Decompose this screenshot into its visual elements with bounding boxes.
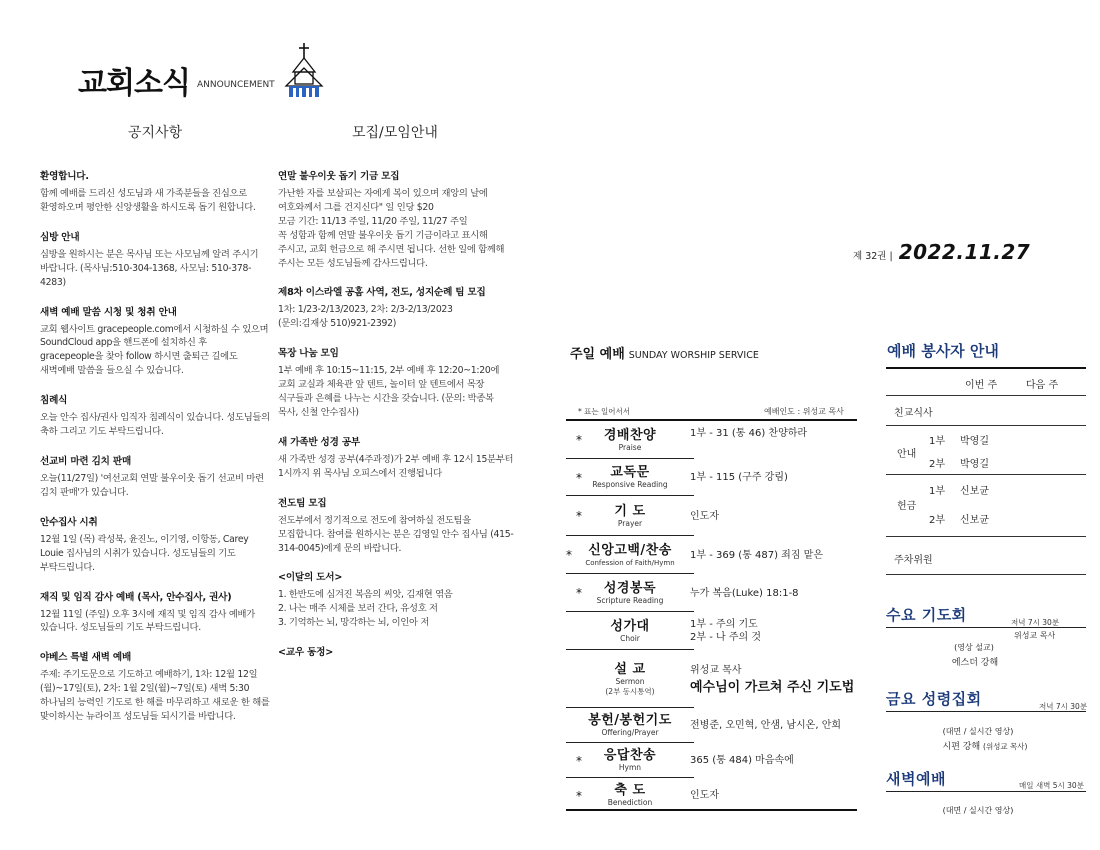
order-row-scripture [566,574,857,612]
notice-title: 침례식 [40,395,68,407]
worship-title [570,343,759,362]
notice-body: 교회 웹사이트 gracepeople.com에서 시청하실 수 있으며 SoundCloud app을 핸드폰에 설치하신 후 gracepeople을 찾아 follow 하시면 출퇴근 길에도 새벽예배 말씀을 들으실 수 있습니다. [40,323,269,377]
recruit-body: 새 가족반 성경 공부(4주과정)가 2부 예배 후 12시 15분부터 1시까지 위 목사님 오피스에서 진행됩니다 [278,453,514,479]
order-label-en: Confession of Faith/Hymn [585,558,675,567]
recruit-title: <이달의 도서> [278,572,343,584]
recruit-title: 연말 불우이웃 돕기 기금 모집 [278,171,400,182]
fellowship-label: 친교식사 [894,408,933,419]
recruit-title: 제8차 이스라엘 공홈 사역, 전도, 성지순례 팀 모집 [278,287,486,299]
order-label: 신앙고백/찬송 [588,542,672,558]
wednesday-title: 수요 기도회 [886,606,967,624]
notice-title: 야베스 특별 새벽 예배 [40,652,132,664]
page-title: 교회소식 [78,66,190,101]
issue-volume: 제 32권 | [853,251,893,262]
notice-title: 새벽 예배 말씀 시청 및 청취 안내 [40,306,177,318]
wednesday-format: (영상 설교) [954,643,994,652]
recruit-body: 전도부에서 정기적으로 전도에 참여하실 전도팀을 모집합니다. 참여를 원하시는 분은 김영일 안수 집사님 (415-314-0045)에게 문의 바랍니다. [278,514,514,554]
order-label: 기 도 [614,503,646,519]
notice-body: 주제: 주기도문으로 기도하고 예배하기, 1차: 12월 12일(월)~17일(토), 2차: 1월 2일(월)~7일(토) 새벽 5:30 하나님의 능력인 기도로 한 해를 마무리하고 새로운 한 해를 맞이하시는 뉴라이프 성도님들 되시기를 바랍니다. [40,669,270,723]
order-row-hymn [566,743,857,778]
recruit-item [278,569,514,630]
standing-mark: * [576,753,582,768]
order-bottom-rule [566,809,857,811]
friday-topic-title: 시편 강해 [942,742,981,752]
part1-label: 1부 [929,436,946,447]
order-content: 1부 - 369 (통 487) 죄짐 맡은 [690,549,823,561]
order-label: 성가대 [610,618,650,634]
sermon-title: 예수님이 가르쳐 주신 기도법 [690,680,855,695]
recruit-title: <교우 동정> [278,647,334,659]
order-content: 1부 - 115 (구주 강림) [690,472,788,483]
recruit-item [278,284,514,331]
usher-part1-name: 박영길 [960,436,989,447]
notice-item [40,589,272,636]
recruit-item [278,434,514,481]
recruit-item [278,168,514,270]
order-content-line: 1부 - 주의 기도 [690,619,758,630]
issue-date: 2022.11.27 [898,240,1031,264]
this-week-label: 이번 주 [965,380,998,391]
part2-label: 2부 [929,515,946,526]
worship-title-ko: 주일 예배 [570,347,625,362]
wednesday-leader: 위성교 목사 [1014,631,1056,640]
order-label-en: Sermon [615,676,645,686]
friday-format: (대면 / 실시간 영상) [942,727,1014,736]
recruit-item [278,345,514,420]
preacher-name: 위성교 목사 [690,665,742,676]
friday-rule [886,711,1086,712]
notice-body: 함께 예배를 드리신 성도님과 새 가족분들을 진심으로 환영하오며 평안한 신앙생활을 하시도록 돕기 원합니다. [40,188,256,213]
order-label: 봉헌/봉헌기도 [588,713,672,728]
standing-mark: * [566,548,572,562]
friday-title: 금요 성령집회 [886,690,982,708]
standing-note: * 표는 일어서서 [578,407,630,416]
recruitment-heading: 모집/모임안내 [352,125,438,141]
recruit-item [278,644,514,658]
recruit-item [278,495,514,556]
order-row-benediction [566,778,857,813]
order-row-choir [566,612,857,650]
order-content: 1부 - 31 (통 46) 찬양하라 [690,428,808,439]
offering-label: 헌금 [897,501,917,512]
wednesday-rule [886,627,1086,628]
offering-part2-name: 신보균 [960,515,989,526]
next-week-label: 다음 주 [1026,380,1059,391]
notice-title: 선교비 마련 김치 판매 [40,455,132,467]
order-row-praise [566,421,857,459]
notice-title: 환영합니다. [40,171,89,182]
standing-mark: * [576,586,582,600]
order-content: 인도자 [690,790,719,801]
order-label-en: Choir [620,633,640,643]
notice-item [40,392,272,439]
dawn-format: (대면 / 실시간 영상) [942,806,1014,815]
part2-label: 2부 [929,459,946,470]
dawn-rule [886,791,1086,792]
standing-mark: * [576,788,582,803]
interpretation-note: (2부 동시통역) [605,686,655,696]
order-label: 경배찬양 [603,427,657,443]
parking-label: 주차위원 [894,555,933,566]
order-row-sermon [566,650,857,708]
notice-item [40,229,272,290]
page-subtitle: ANNOUNCEMENT [197,80,275,90]
servants-title: 예배 봉사자 안내 [887,342,999,360]
order-label-en: Praise [618,442,642,452]
standing-mark: * [576,470,582,485]
order-label-en: Responsive Reading [592,480,668,489]
standing-mark: * [576,509,582,523]
order-label: 성경봉독 [603,580,657,596]
notice-title: 심방 안내 [40,231,80,243]
wednesday-topic: 에스더 강해 [951,658,999,668]
friday-topic-leader: (위성교 목사) [983,742,1028,751]
servants-rule [886,474,1086,475]
servants-rule [886,536,1086,537]
notices-column [40,168,272,738]
notice-body: 12월 1일 (목) 곽성북, 윤진노, 이기영, 이항동, Carey Louie 집사님의 시취가 있습니다. 성도님들의 기도 부탁드립니다. [40,533,249,573]
order-content: 365 (통 484) 마음속에 [690,755,794,766]
order-row-confession [566,536,857,574]
standing-mark: * [576,433,582,447]
church-icon [284,42,324,98]
worship-leader-note: 예배인도 : 위성교 목사 [764,407,844,416]
notice-title: 재직 및 임직 감사 예배 (목사, 안수집사, 권사) [40,591,232,603]
notice-item [40,168,272,215]
order-content: 누가 복음(Luke) 18:1-8 [690,587,799,599]
order-label-en: Offering/Prayer [601,728,659,737]
friday-topic [915,739,1055,752]
notice-body: 오늘 안수 집사/권사 임직자 침례식이 있습니다. 성도님들의 축하 그리고 기도 부탁드립니다. [40,412,270,438]
friday-time: 저녁 7시 30분 [1039,702,1088,711]
recruit-title: 전도팀 모집 [278,497,327,509]
notice-body: 오늘(11/27일) '여선교회 연말 불우이웃 돕기 선교비 마련 김치 판매'가 있습니다. [40,472,264,498]
order-row-offering [566,708,857,743]
notice-body: 심방을 원하시는 분은 목사님 또는 사모님께 알려 주시기 바랍니다. (목사님:510-304-1368, 사모님: 510-378-4283) [40,248,259,288]
order-label-en: Benediction [607,798,653,807]
notices-heading: 공지사항 [128,125,183,141]
recruit-title: 목장 나눔 모임 [278,348,339,360]
dawn-title: 새벽예배 [886,770,946,788]
notice-item [40,304,272,379]
servants-top-rule [886,367,1086,369]
servants-header-rule [886,395,1086,396]
notice-item [40,453,272,500]
notice-item [40,649,272,724]
wednesday-time: 저녁 7시 30분 [1011,618,1060,627]
order-label: 설 교 [614,661,646,677]
worship-order [566,421,857,813]
recruit-body: 1. 한반도에 심겨진 복음의 씨앗, 김재현 엮음 2. 나는 매주 시체를 보러 간다, 유성호 저 3. 기억하는 뇌, 망각하는 뇌, 이인아 저 [278,589,453,629]
usher-part2-name: 박영길 [960,459,989,470]
servants-bottom-rule [886,574,1086,575]
recruit-body: 1부 예배 후 10:15~11:15, 2부 예배 후 12:20~1:20에 교회 교실과 체육관 앞 텐트, 놀이터 앞 텐트에서 목장 식구들과 은혜를 나누는 시간을 갖습니다. (문의: 박종복 목사, 신철 안수집사) [278,365,500,418]
usher-label: 안내 [897,449,917,460]
order-row-responsive [566,459,857,496]
order-label-en: Hymn [618,763,642,772]
order-label-en: Scripture Reading [596,595,664,605]
servants-rule [886,425,1086,426]
order-label: 교독문 [610,465,650,480]
order-row-prayer [566,496,857,536]
recruit-body: 가난한 자를 보살피는 자에게 복이 있으며 재앙의 날에 여호와께서 그를 건지신다" 일 인당 $20 모금 기간: 11/13 주일, 11/20 주일, 11/27 주일 꼭 성함과 함께 연말 불우이웃 돕기 기금이라고 표시해 주시고, 교회 헌금으로 해 주시면 됩니다. 선한 일에 함께해 주시는 모든 성도님들께 감사드립니다. [278,188,505,269]
order-label: 축 도 [614,783,646,798]
order-content: 전병준, 오민혁, 안샘, 남시온, 안희 [690,720,842,731]
notice-body: 12월 11일 (주일) 오후 3시에 재직 및 임직 감사 예배가 있습니다. 성도님들의 기도 부탁드립니다. [40,608,255,634]
order-content: 인도자 [690,510,719,522]
notice-title: 안수집사 시취 [40,516,98,528]
issue-info [853,240,1030,264]
recruit-body: 1차: 1/23-2/13/2023, 2차: 2/3-2/13/2023 (문의:김재상 510)921-2392) [278,304,453,330]
part1-label: 1부 [929,486,946,497]
worship-title-en: SUNDAY WORSHIP SERVICE [628,350,759,361]
order-content-line: 2부 - 나 주의 것 [690,632,761,643]
order-label: 응답찬송 [603,748,657,763]
notice-item [40,514,272,575]
order-label-en: Prayer [617,518,643,528]
offering-part1-name: 신보균 [960,486,989,497]
recruit-title: 새 가족반 성경 공부 [278,436,360,448]
dawn-time: 매일 새벽 5시 30분 [1019,781,1084,790]
recruitment-column [278,168,514,672]
